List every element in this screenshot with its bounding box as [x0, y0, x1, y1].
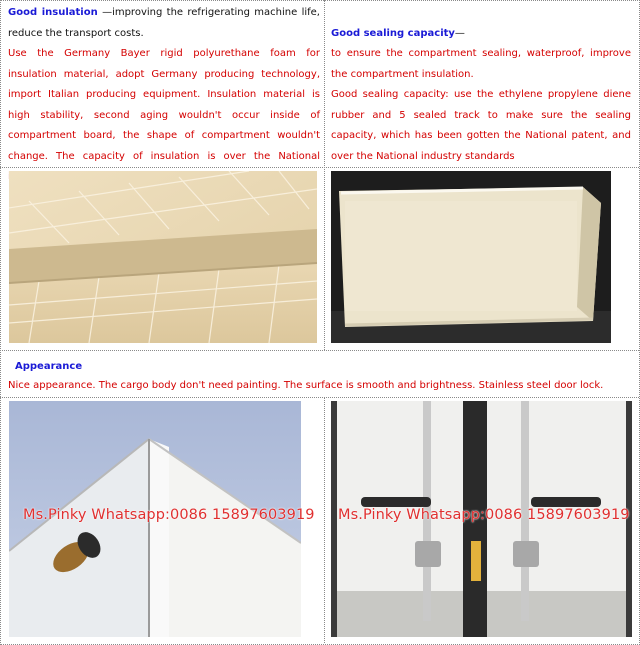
- column-divider: [324, 397, 325, 643]
- appearance-heading: Appearance: [15, 361, 83, 372]
- appearance-body: Nice appearance. The cargo body don't need painting. The surface is smooth and brightness. Stainless steel door lock.: [8, 380, 604, 391]
- insulation-body: Use the Germany Bayer rigid polyurethane foam for insulation material, adopt Germany producing technology, import Italian producing equipment. Insulation material is high stability, second aging wouldn't occur inside of compartment board, the shape of compartment wouldn't change. The capacity of insulation is over the National: [8, 48, 320, 162]
- appearance-cell: [8, 357, 633, 395]
- insulation-subtitle: —improving the refrigerating machine life, reduce the transport costs.: [8, 7, 320, 39]
- sealing-cell: [331, 3, 631, 167]
- foam-panel-photo: [9, 171, 317, 343]
- watermark-left: Ms.Pinky Whatsapp:0086 15897603919: [23, 507, 315, 523]
- sealing-dash: —: [454, 27, 465, 39]
- row-divider: [0, 350, 639, 351]
- column-divider: [324, 0, 325, 350]
- insulation-cell: [8, 3, 320, 188]
- insulation-heading: Good insulation: [8, 7, 98, 18]
- sandwich-block-photo: [331, 171, 611, 343]
- watermark-right: Ms.Pinky Whatsapp:0086 15897603919: [338, 507, 630, 523]
- sealing-heading: Good sealing capacity: [331, 27, 455, 39]
- row-divider: [0, 397, 639, 398]
- sealing-body: to ensure the compartment sealing, waterproof, improve the compartment insulation. Good sealing capacity: use the ethylene propylene diene rubber and 5 sealed track to make sure the sealing capacity, which has been gotten the National patent, and over the National industry standards: [331, 48, 631, 162]
